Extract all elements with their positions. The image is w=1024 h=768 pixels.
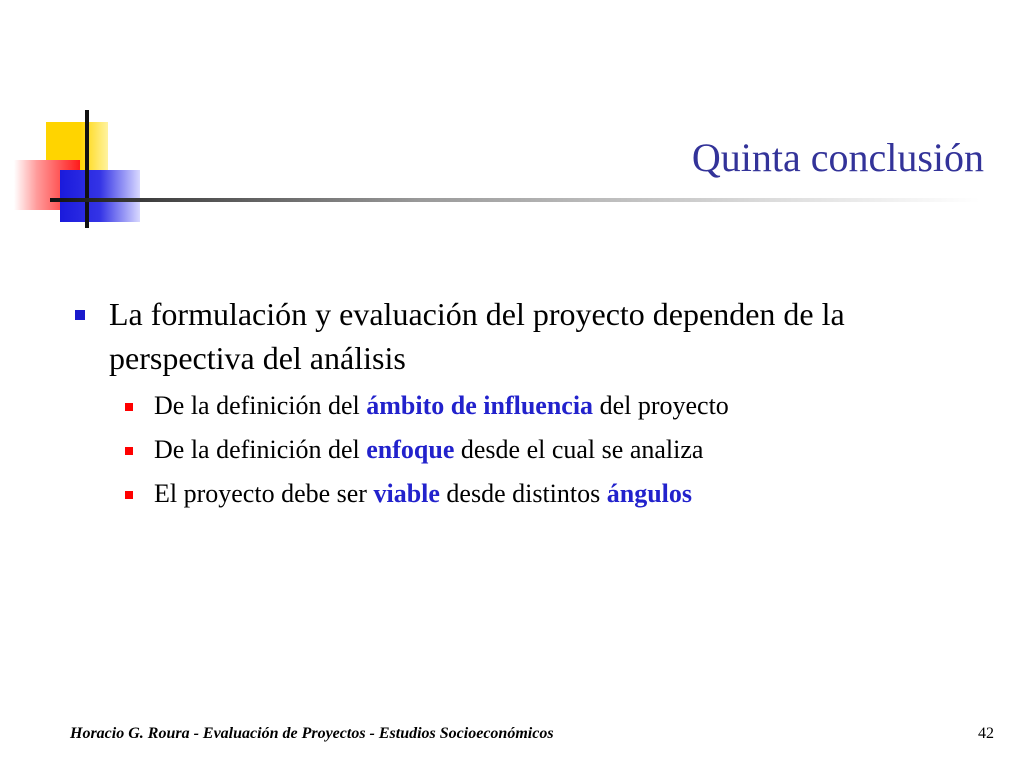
- bullet-level2: [72, 475, 992, 512]
- bullet-highlight: ángulos: [606, 479, 693, 508]
- slide-title: Quinta conclusión: [691, 135, 984, 180]
- bullet-level2: [72, 431, 992, 468]
- bullet-level2: [72, 387, 992, 424]
- vertical-rule: [85, 110, 89, 228]
- blue-square-decoration: [60, 170, 140, 222]
- page-number: 42: [978, 725, 994, 742]
- bullet-text-before: El proyecto debe ser: [154, 479, 374, 508]
- square-bullet-icon: [75, 310, 85, 320]
- square-bullet-icon: [125, 403, 133, 411]
- title-underline-rule: [50, 198, 980, 202]
- slide-footer: Horacio G. Roura - Evaluación de Proyectos - Estudios Socioeconómicos: [70, 725, 554, 742]
- bullet-highlight: viable: [373, 479, 440, 508]
- bullet-text-before: De la definición del: [154, 435, 367, 464]
- slide-content: [72, 292, 992, 512]
- bullet-text-middle: desde distintos: [439, 479, 607, 508]
- square-bullet-icon: [125, 447, 133, 455]
- bullet-level1: [72, 292, 992, 380]
- bullet-text-before: De la definición del: [154, 391, 367, 420]
- bullet-level1-text: La formulación y evaluación del proyecto dependen de la perspectiva del análisis: [109, 296, 845, 376]
- square-bullet-icon: [125, 491, 133, 499]
- bullet-highlight: enfoque: [366, 435, 455, 464]
- bullet-highlight: ámbito de influencia: [366, 391, 594, 420]
- bullet-text-after: del proyecto: [593, 391, 729, 420]
- bullet-text-after: desde el cual se analiza: [454, 435, 704, 464]
